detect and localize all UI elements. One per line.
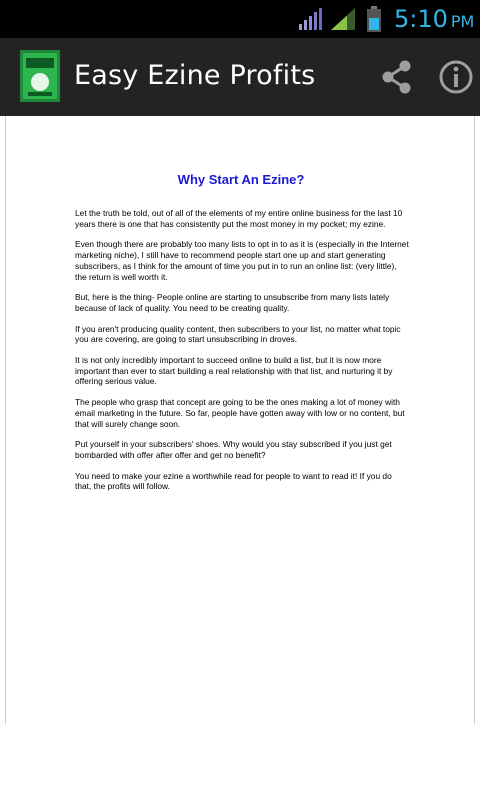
app-title: Easy Ezine Profits bbox=[74, 60, 316, 91]
status-bar bbox=[0, 0, 480, 38]
clock bbox=[394, 5, 474, 33]
app-logo-icon[interactable] bbox=[20, 50, 60, 102]
article-paragraph: Even though there are probably too many lists to opt in to as it is (especially in the Internet marketing niche), I still have to recommend people start one up and start generating subscribers, as I think for the amount of time you put in to run an online list: (very little), the return is well worth it. bbox=[75, 239, 409, 282]
article-paragraph: But, here is the thing- People online are starting to unsubscribe from many lists lately because of lack of quality. You need to be creating quality. bbox=[75, 292, 390, 313]
article-paragraph: The people who grasp that concept are going to be the ones making a lot of money with email marketing in the future. So far, people have gotten away with low or no content, but that will surely change soon. bbox=[75, 397, 405, 429]
article-paragraph: Put yourself in your subscribers' shoes. Why would you stay subscribed if you just get bombarded with offer after offer and get no benefit? bbox=[75, 439, 392, 460]
article-paragraph: Let the truth be told, out of all of the elements of my entire online business for the last 10 years there is one that has consistently put the most money in my pocket; my ezine. bbox=[75, 208, 403, 229]
battery-icon bbox=[366, 6, 382, 32]
article-webview[interactable] bbox=[5, 116, 475, 724]
clock-ampm: PM bbox=[450, 12, 475, 31]
article-paragraph: It is not only incredibly important to succeed online to build a list, but it is now more important than ever to start building a real relationship with that list, and nurturing it by offering serious value. bbox=[75, 355, 393, 387]
clock-time: 5:10 bbox=[394, 5, 448, 33]
content-area bbox=[0, 116, 480, 800]
article-paragraph: You need to make your ezine a worthwhile read for people to want to read it! If you do that, the profits will follow. bbox=[75, 470, 392, 492]
share-icon[interactable] bbox=[378, 58, 416, 96]
cellular-signal-icon bbox=[331, 8, 357, 30]
article-title: Why Start An Ezine? bbox=[177, 172, 305, 187]
signal-strength-icon bbox=[298, 8, 324, 30]
action-bar bbox=[0, 38, 480, 116]
article-body bbox=[75, 208, 409, 502]
article-paragraph: If you aren't producing quality content, then subscribers to your list, no matter what topic you are covering, are going to start unsubscribing in droves. bbox=[75, 323, 401, 345]
info-icon[interactable] bbox=[437, 58, 475, 96]
